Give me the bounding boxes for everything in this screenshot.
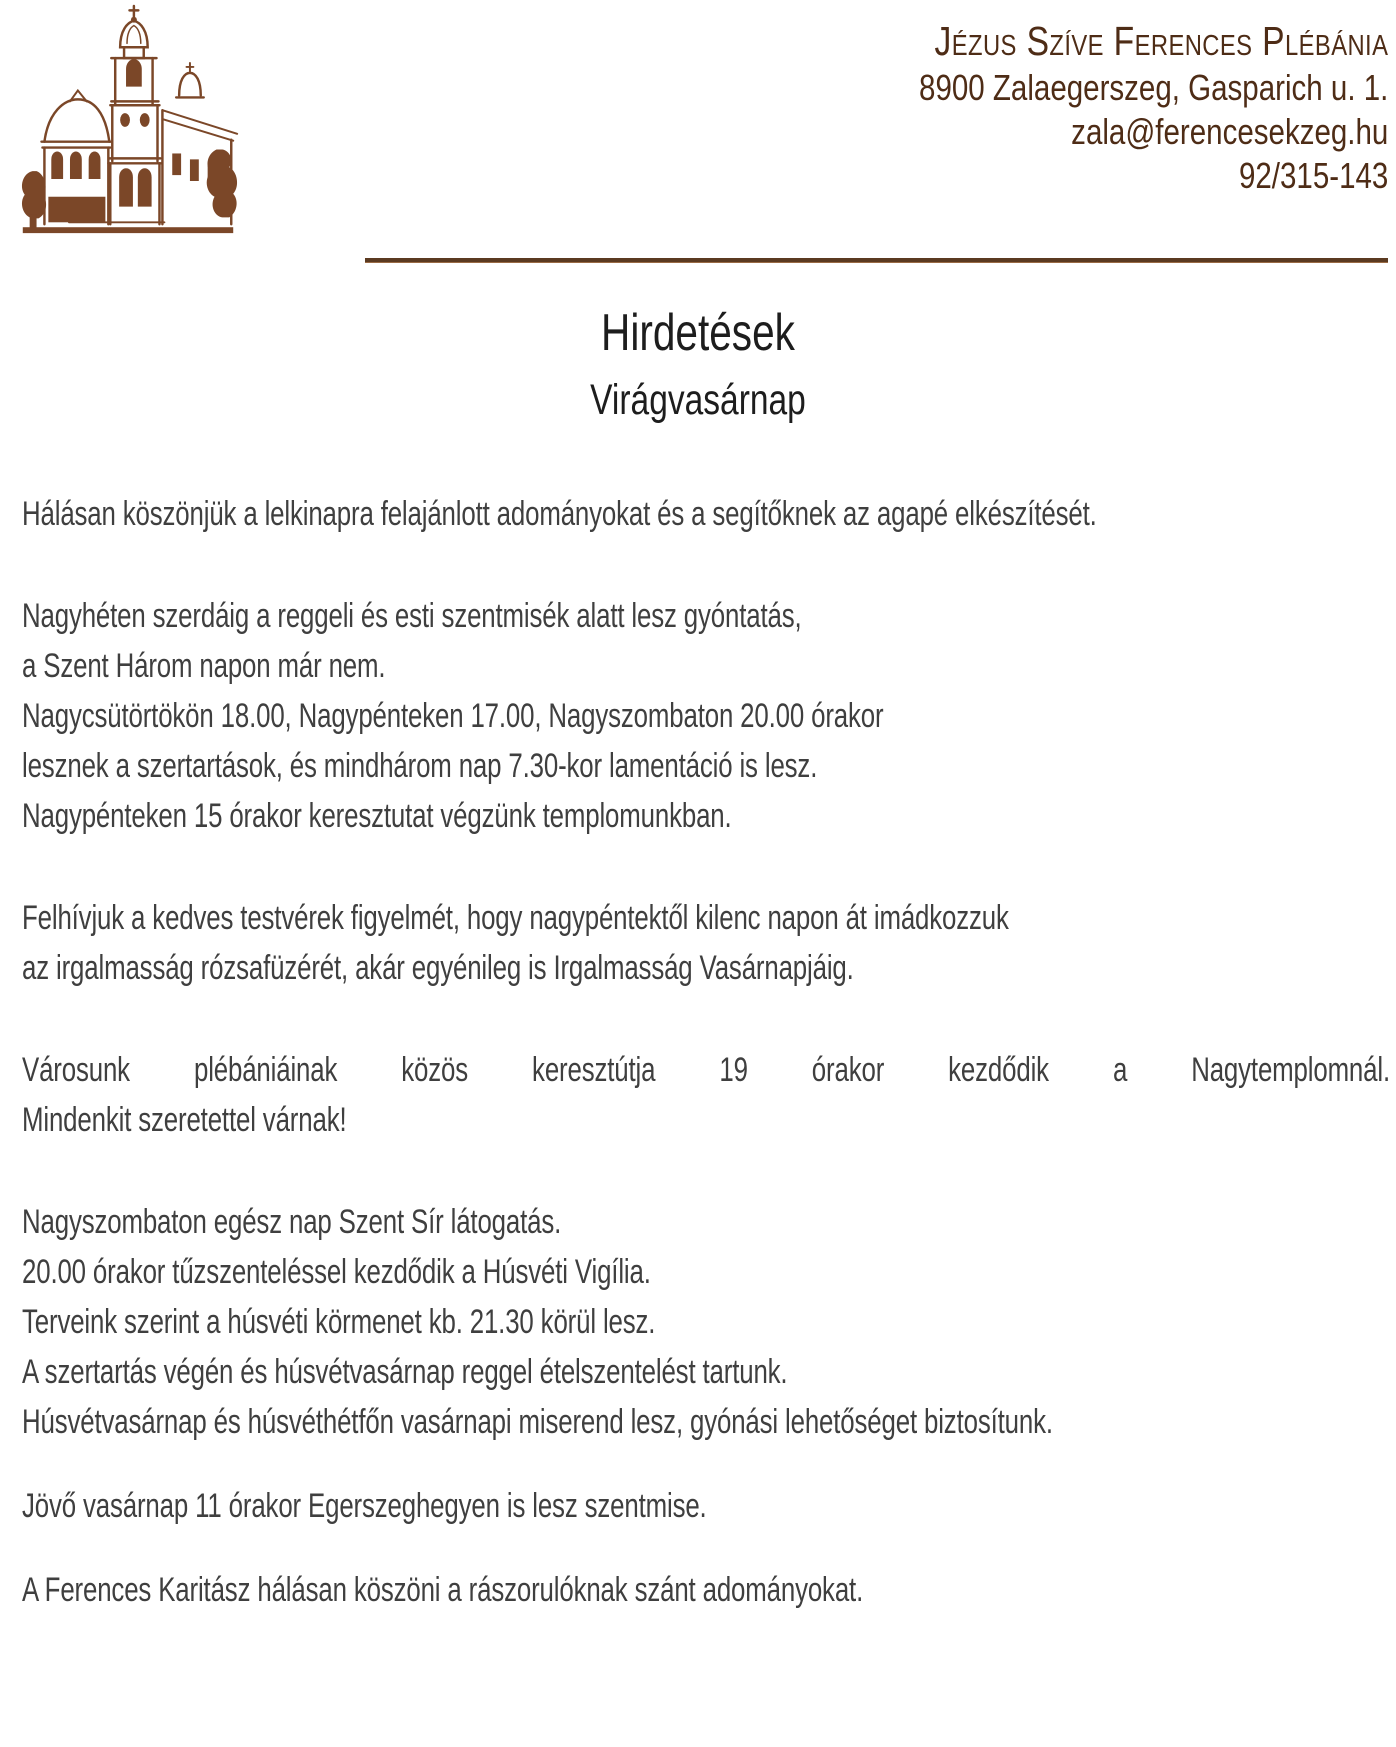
paragraph [22, 893, 1396, 993]
paragraph [22, 591, 1396, 841]
text-line: Húsvétvasárnap és húsvéthétfőn vasárnapi miserend lesz, gyónási lehetőséget biztosítunk. [22, 1403, 1053, 1441]
email-line: zala@ferencesekzeg.hu [1070, 111, 1388, 152]
text-line: A szertartás végén és húsvétvasárnap reggel ételszentelést tartunk. [22, 1353, 788, 1391]
text-line: Terveink szerint a húsvéti körmenet kb. 21.30 körül lesz. [22, 1303, 656, 1341]
text-line: az irgalmasság rózsafüzérét, akár egyénileg is Irgalmasság Vasárnapjáig. [22, 949, 854, 987]
divider-rule [365, 258, 1388, 263]
parish-name: Jézus Szíve Ferences Plébánia [934, 18, 1388, 64]
church-sketch-icon [14, 4, 242, 240]
paragraph [22, 489, 1396, 539]
text-line: Nagyhéten szerdáig a reggeli és esti szentmisék alatt lesz gyóntatás, [22, 597, 802, 635]
letterhead-contact-block [919, 16, 1388, 198]
text-line: Nagyszombaton egész nap Szent Sír látogatás. [22, 1203, 562, 1241]
paragraph [22, 1045, 1396, 1145]
text-line: 20.00 órakor tűzszenteléssel kezdődik a Húsvéti Vigília. [22, 1253, 651, 1291]
text-line: Városunk plébániáinak közös keresztútja 19 órakor kezdődik a Nagytemplomnál. [22, 1051, 1390, 1089]
paragraph [22, 1197, 1396, 1447]
letterhead [0, 0, 1396, 240]
phone-line: 92/315-143 [1238, 155, 1388, 196]
text-line: Mindenkit szeretettel várnak! [22, 1101, 347, 1139]
text-line: Jövő vasárnap 11 órakor Egerszeghegyen is lesz szentmise. [22, 1487, 707, 1525]
text-line: lesznek a szertartások, és mindhárom nap 7.30-kor lamentáció is lesz. [22, 747, 818, 785]
church-logo [14, 4, 242, 240]
paragraph [22, 1565, 1396, 1615]
page-title: Hirdetések [601, 304, 795, 362]
text-line: Nagypénteken 15 órakor keresztutat végzünk templomunkban. [22, 797, 732, 835]
text-line: A Ferences Karitász hálásan köszöni a rászorulóknak szánt adományokat. [22, 1571, 864, 1609]
address-line: 8900 Zalaegerszeg, Gasparich u. 1. [918, 67, 1388, 108]
text-line: Hálásan köszönjük a lelkinapra felajánlott adományokat és a segítőknek az agapé elkészítését. [22, 495, 1097, 533]
paragraph [22, 1481, 1396, 1531]
text-line: a Szent Három napon már nem. [22, 647, 386, 685]
text-line: Felhívjuk a kedves testvérek figyelmét, hogy nagypéntektől kilenc napon át imádkozzuk [22, 899, 1009, 937]
announcements-body [0, 489, 1396, 1615]
text-line: Nagycsütörtökön 18.00, Nagypénteken 17.00, Nagyszombaton 20.00 órakor [22, 697, 884, 735]
page-subtitle: Virágvasárnap [590, 376, 806, 424]
